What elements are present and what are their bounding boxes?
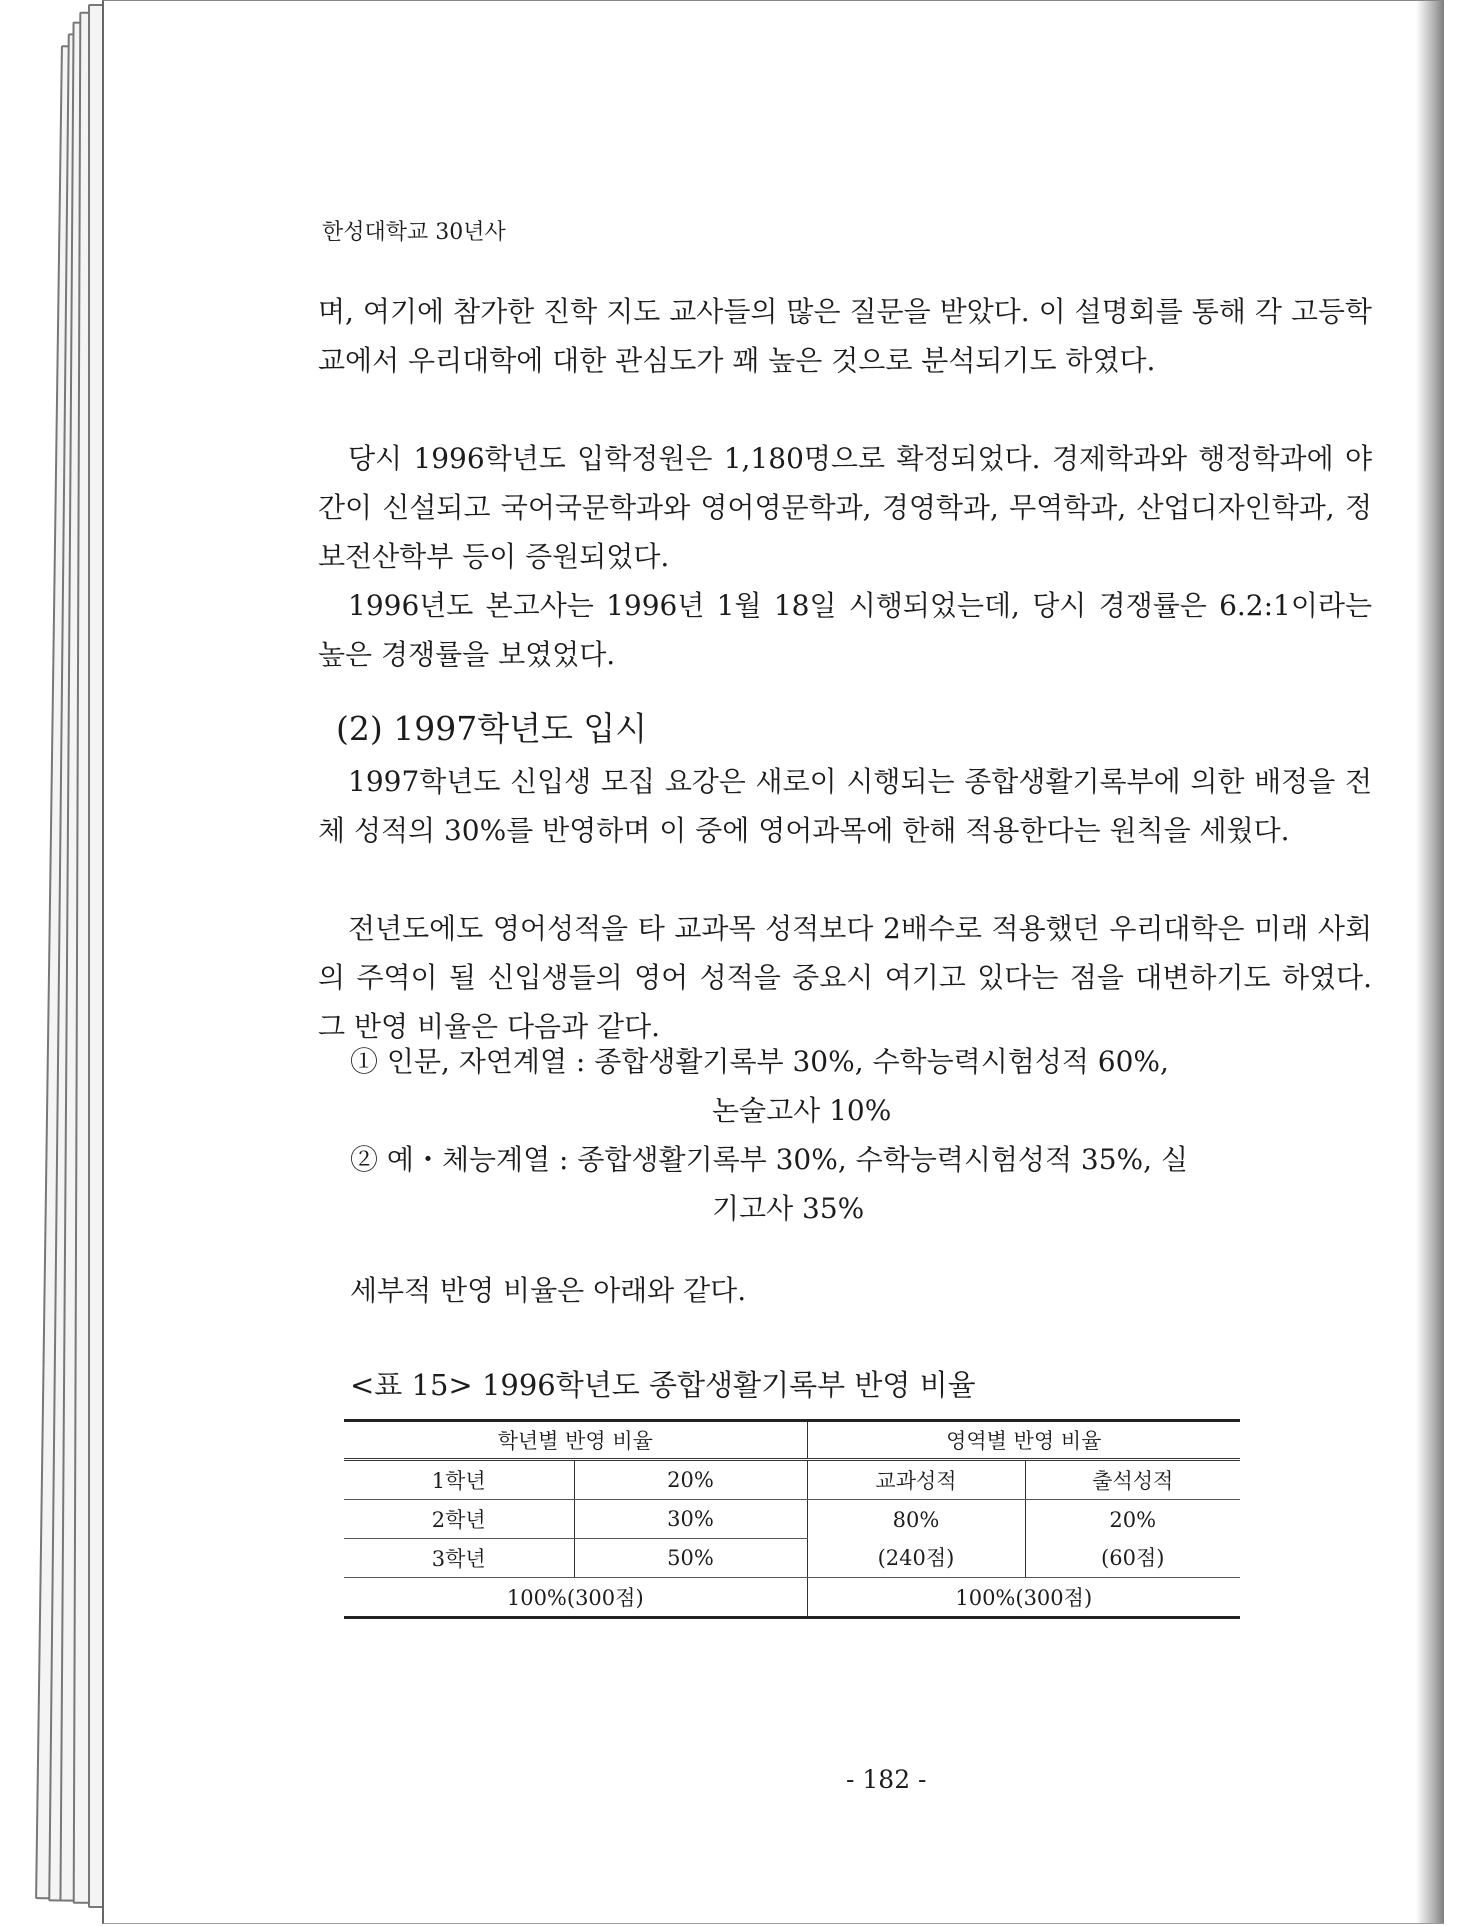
- total-right-cell: 100%(300점): [807, 1578, 1240, 1618]
- total-left-cell: 100%(300점): [344, 1578, 807, 1618]
- subject-points: (240점): [877, 1545, 955, 1570]
- running-header: 한성대학교 30년사: [322, 220, 506, 245]
- list-item-continuation: 논술고사 10%: [712, 1094, 892, 1127]
- attendance-ratio-cell: [1025, 1500, 1240, 1578]
- grade-cell: 3학년: [344, 1539, 574, 1578]
- list-item: [350, 1135, 1188, 1233]
- section-heading: (2) 1997학년도 입시: [336, 709, 648, 748]
- list-item-line: ② 예・체능계열 : 종합생활기록부 30%, 수학능력시험성적 35%, 실: [350, 1143, 1189, 1176]
- paragraph-3: 1996년도 본고사는 1996년 1월 18일 시행되었는데, 당시 경쟁률은 6.2:1이라는 높은 경쟁률을 보였었다.: [318, 589, 1372, 671]
- attendance-pct: 20%: [1109, 1507, 1157, 1532]
- paragraph-1: 며, 여기에 참가한 진학 지도 교사들의 많은 질문을 받았다. 이 설명회를 통해 각 고등학교에서 우리대학에 대한 관심도가 꽤 높은 것으로 분석되기도 하였다.: [318, 295, 1372, 377]
- paragraph-2: 당시 1996학년도 입학정원은 1,180명으로 확정되었다. 경제학과와 행정학과에 야간이 신설되고 국어국문학과와 영어영문학과, 경영학과, 무역학과, 산업디자인학과, 정보전산학부 등이 증원되었다.: [318, 442, 1372, 573]
- table-total-row: [344, 1578, 1240, 1618]
- list-item-continuation: 기고사 35%: [712, 1192, 865, 1225]
- page-shadow: [1416, 1, 1444, 1923]
- grade-pct-cell: 30%: [574, 1500, 807, 1539]
- subject-ratio-cell: [807, 1500, 1025, 1578]
- header-grade-ratio: 학년별 반영 비율: [344, 1421, 807, 1460]
- lead-sentence: 세부적 반영 비율은 아래와 같다.: [350, 1274, 747, 1307]
- subject-header-cell: 교과성적: [807, 1460, 1025, 1500]
- table-row: [344, 1460, 1240, 1500]
- table-row: [344, 1500, 1240, 1539]
- list-item: [350, 1037, 1169, 1135]
- section-paragraph-1: 1997학년도 신입생 모집 요강은 새로이 시행되는 종합생활기록부에 의한 배정을 전체 성적의 30%를 반영하며 이 중에 영어과목에 한해 적용한다는 원칙을 세웠다.: [318, 765, 1372, 847]
- table-caption: <표 15> 1996학년도 종합생활기록부 반영 비율: [350, 1368, 976, 1402]
- section-paragraph-2: 전년도에도 영어성적을 타 교과목 성적보다 2배수로 적용했던 우리대학은 미래 사회의 주역이 될 신입생들의 영어 성적을 중요시 여기고 있다는 점을 대변하기도 하였다. 그 반영 비율은 다음과 같다.: [318, 912, 1372, 1043]
- book-page: [102, 0, 1444, 1924]
- header-area-ratio: 영역별 반영 비율: [807, 1421, 1240, 1460]
- attendance-header-cell: 출석성적: [1025, 1460, 1240, 1500]
- grade-cell: 1학년: [344, 1460, 574, 1500]
- subject-pct: 80%: [892, 1507, 940, 1532]
- grade-pct-cell: 50%: [574, 1539, 807, 1578]
- page-number: - 182 -: [846, 1765, 927, 1794]
- reflection-ratio-table: [344, 1419, 1240, 1619]
- list-item-line: ① 인문, 자연계열 : 종합생활기록부 30%, 수학능력시험성적 60%,: [350, 1045, 1169, 1078]
- grade-cell: 2학년: [344, 1500, 574, 1539]
- attendance-points: (60점): [1101, 1545, 1165, 1570]
- grade-pct-cell: 20%: [574, 1460, 807, 1500]
